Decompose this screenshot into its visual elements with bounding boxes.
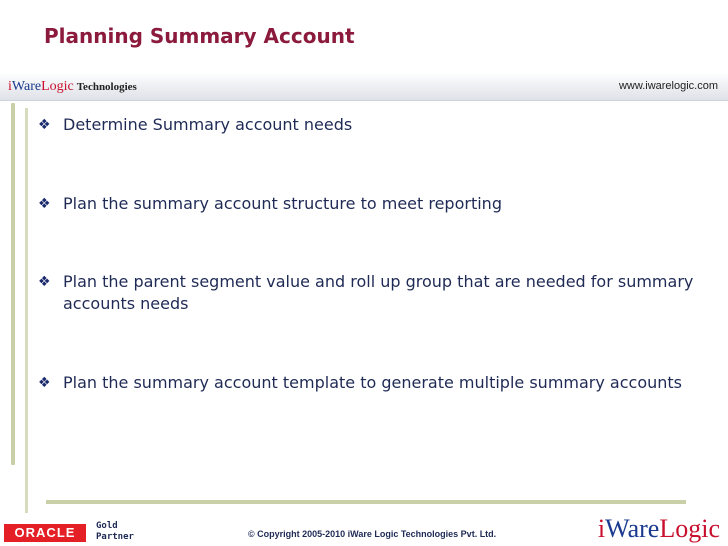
footer-logo-ware: Ware — [605, 514, 660, 543]
left-decorative-rule — [11, 103, 15, 465]
website-url: www.iwarelogic.com — [618, 80, 718, 92]
footer — [0, 516, 728, 546]
bullet-text: Plan the parent segment value and roll up group that are needed for summary accounts needs — [63, 272, 694, 313]
logo-i: i — [8, 79, 12, 94]
diamond-bullet-icon: ❖ — [38, 274, 51, 290]
diamond-bullet-icon: ❖ — [38, 375, 51, 391]
header-band — [0, 73, 728, 101]
partner-line-2: Partner — [96, 532, 134, 542]
bullet-item — [38, 271, 713, 315]
bullet-item — [38, 114, 713, 136]
bullet-text: Determine Summary account needs — [63, 115, 353, 134]
bullet-text: Plan the summary account structure to meet reporting — [63, 194, 502, 213]
footer-logo-i: i — [597, 514, 606, 543]
bottom-decorative-rule — [46, 500, 686, 504]
bullet-item — [38, 372, 713, 394]
gold-partner-label — [96, 521, 134, 543]
left-decorative-rule-inner — [25, 108, 28, 513]
header-logo — [8, 79, 137, 95]
logo-logic: Logic — [41, 79, 74, 94]
footer-logo-logic: Logic — [659, 514, 720, 543]
diamond-bullet-icon: ❖ — [38, 196, 51, 212]
diamond-bullet-icon: ❖ — [38, 117, 51, 133]
logo-suffix: Technologies — [76, 81, 137, 93]
bullet-text: Plan the summary account template to generate multiple summary accounts — [63, 373, 682, 392]
slide-title: Planning Summary Account — [44, 24, 355, 48]
footer-logo — [598, 514, 720, 544]
bullet-item — [38, 193, 713, 215]
partner-line-1: Gold — [96, 521, 118, 531]
copyright-text: © Copyright 2005-2010 iWare Logic Technologies Pvt. Ltd. — [248, 529, 497, 539]
oracle-logo: ORACLE — [4, 524, 86, 542]
logo-ware: Ware — [11, 79, 42, 94]
